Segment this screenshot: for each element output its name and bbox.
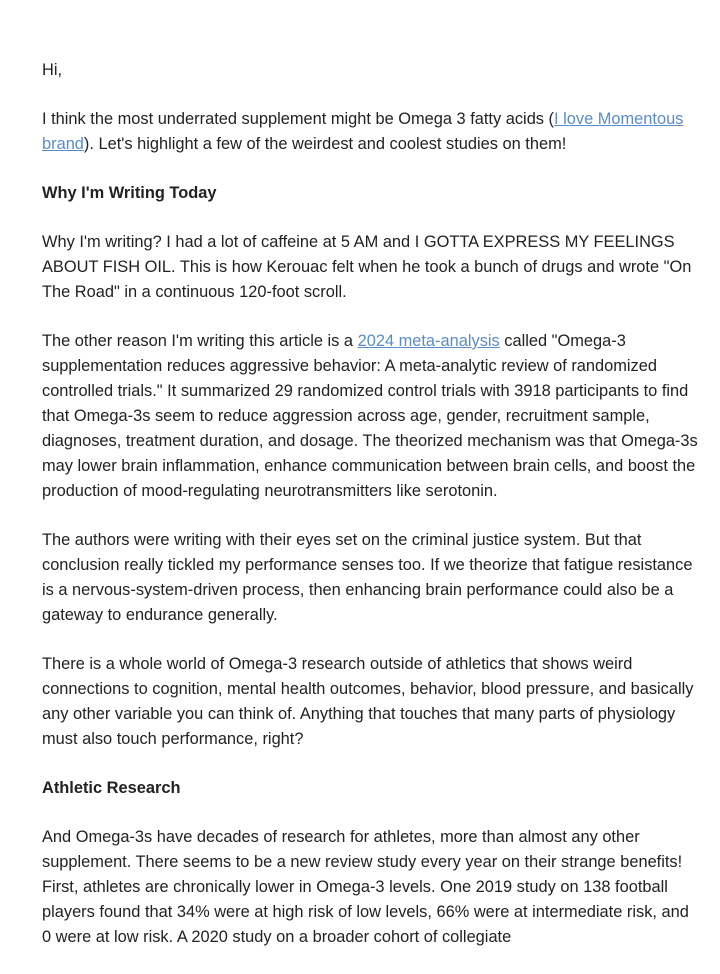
intro-text-end: ). Let's highlight a few of the weirdest and coolest studies on them! [83,135,567,153]
section-heading-why-writing: Why I'm Writing Today [42,184,217,202]
intro-text-start: I think the most underrated supplement might be Omega 3 fatty acids ( [42,110,555,128]
paragraph-caffeine: Why I'm writing? I had a lot of caffeine at 5 AM and I GOTTA EXPRESS MY FEELINGS ABOUT FISH OIL. This is how Kerouac felt when he took a bunch of drugs and wrote "On The Road" in a continuous 120-foot scroll. [42,233,692,301]
paragraph-meta-analysis [42,329,702,504]
meta-analysis-text-start: The other reason I'm writing this article is a [42,332,358,350]
meta-analysis-text-end: called "Omega-3 supplementation reduces aggressive behavior: A meta-analytic review of randomized controlled trials." It summarized 29 randomized control trials with 3918 participants to find that Omega-3s seem to reduce aggression across age, gender, recruitment sample, diagnoses, treatment duration, and dosage. The theorized mechanism was that Omega-3s may lower brain inflammation, enhance communication between brain cells, and boost the production of mood-regulating neurotransmitters like serotonin. [42,332,698,500]
email-body [42,58,702,974]
paragraph-research-world: There is a whole world of Omega-3 research outside of athletics that shows weird connections to cognition, mental health outcomes, behavior, blood pressure, and basically any other variable you can think of. Anything that touches that many parts of physiology must also touch performance, right? [42,655,694,748]
paragraph-athletes: And Omega-3s have decades of research for athletes, more than almost any other supplement. There seems to be a new review study every year on their strange benefits! First, athletes are chronically lower in Omega-3 levels. One 2019 study on 138 football players found that 34% were at high risk of low levels, 66% were at intermediate risk, and 0 were at low risk. A 2020 study on a broader cohort of collegiate [42,828,689,946]
momentous-brand-link[interactable]: I love Momentous brand [42,110,684,153]
paragraph-criminal-justice: The authors were writing with their eyes set on the criminal justice system. But that conclusion really tickled my performance senses too. If we theorize that fatigue resistance is a nervous-system-driven process, then enhancing brain performance could also be a gateway to endurance generally. [42,531,693,624]
meta-analysis-link[interactable]: 2024 meta-analysis [357,332,500,350]
greeting: Hi, [42,61,63,79]
intro-paragraph [42,107,702,157]
section-heading-athletic-research: Athletic Research [42,779,181,797]
